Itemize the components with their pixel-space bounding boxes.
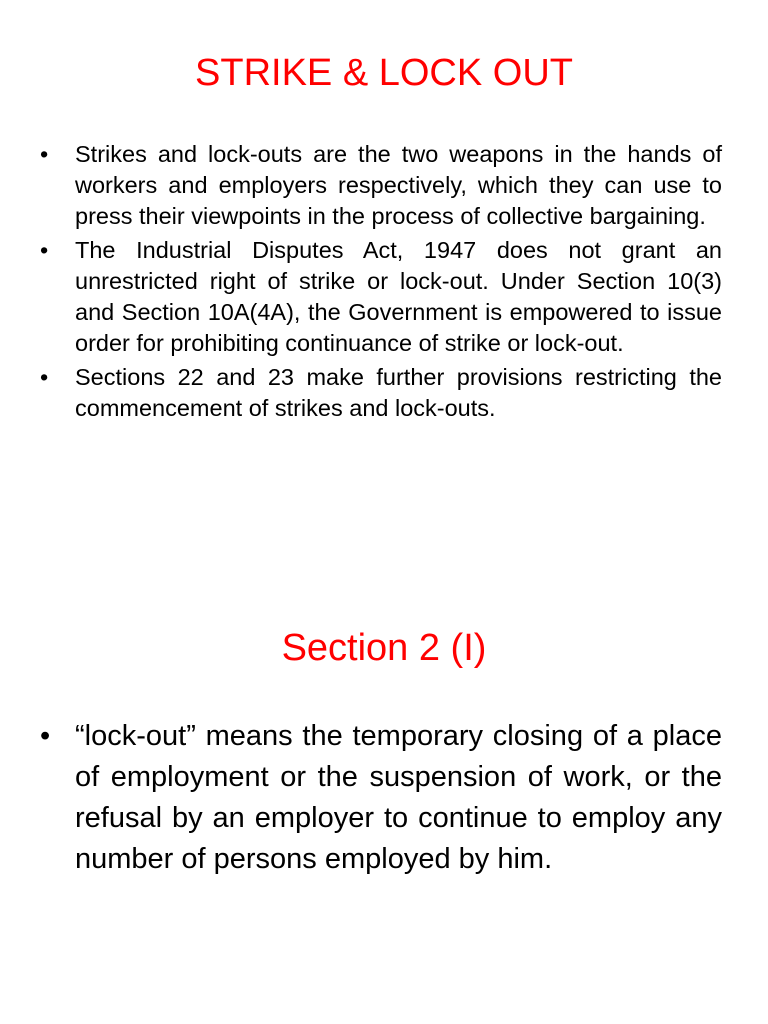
- bullet-item: [36, 716, 722, 880]
- bullet-text: Strikes and lock-outs are the two weapons in the hands of workers and employers respectively, which they can use to press their viewpoints in the process of collective bargaining.: [75, 141, 722, 229]
- slide-title-strike-lockout: STRIKE & LOCK OUT: [195, 52, 573, 94]
- bullet-list-section-2-i: [36, 716, 722, 880]
- bullet-text: “lock-out” means the temporary closing of a place of employment or the suspension of work, or the refusal by an employer to continue to employ any number of persons employed by him.: [75, 720, 722, 875]
- bullet-list-strike-lockout: [36, 139, 722, 427]
- bullet-icon: •: [40, 141, 49, 167]
- bullet-text: Sections 22 and 23 make further provisions restricting the commencement of strikes and lock-outs.: [75, 364, 722, 421]
- bullet-item: [36, 235, 722, 359]
- bullet-item: [36, 362, 722, 424]
- bullet-icon: •: [40, 364, 49, 390]
- slide-title-section-2-i: Section 2 (I): [281, 627, 487, 669]
- bullet-icon: •: [40, 237, 49, 263]
- bullet-icon: •: [40, 720, 51, 752]
- bullet-text: The Industrial Disputes Act, 1947 does not grant an unrestricted right of strike or lock-out. Under Section 10(3) and Section 10A(4A), the Government is empowered to issue order for prohibiting continuance of strike or lock-out.: [75, 237, 722, 356]
- bullet-item: [36, 139, 722, 232]
